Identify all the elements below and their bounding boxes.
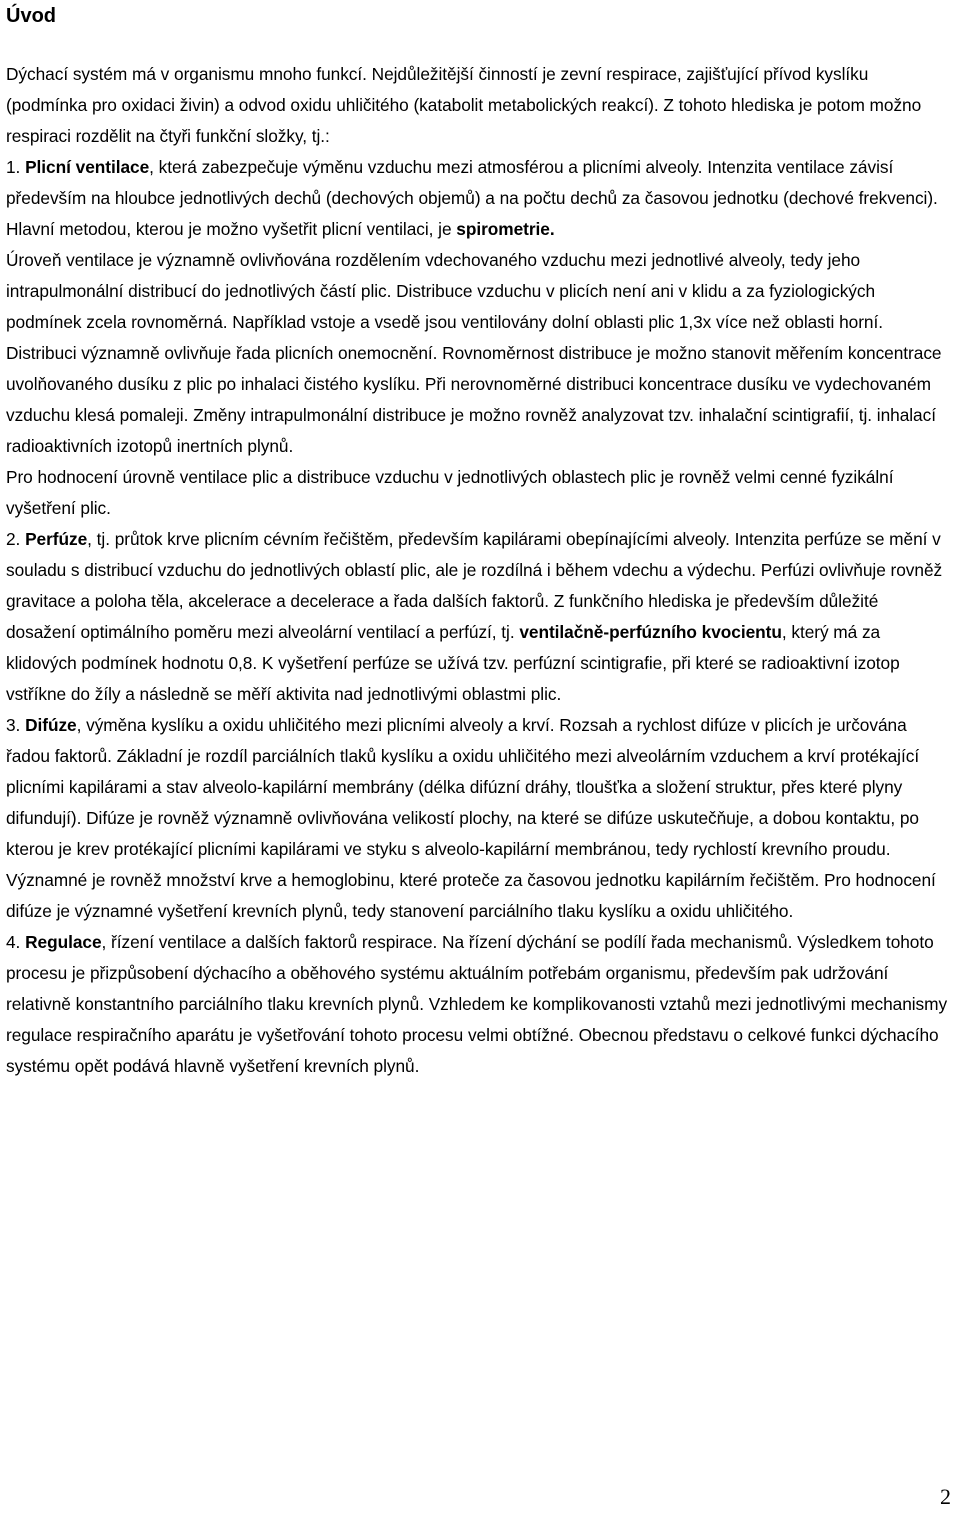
text-segment: Dýchací systém má v organismu mnoho funkcí. Nejdůležitější činností je zevní respirace, zajišťující přívod kyslíku (podmínka pro oxidaci živin) a odvod oxidu uhličitého (katabolit metabolických reakcí). Z tohoto hlediska je potom možno respiraci rozdělit na čtyři funkční složky, tj.: [6, 64, 922, 146]
section-2-perfusion [6, 524, 952, 710]
bold-term: ventilačně-perfúzního kvocientu [519, 622, 782, 642]
section-3-diffusion [6, 710, 952, 927]
text-segment: 4. [6, 932, 26, 952]
document-body [6, 59, 952, 1082]
bold-term: Difúze [25, 715, 77, 735]
intro-paragraph [6, 59, 952, 152]
ventilation-evaluation-paragraph [6, 462, 952, 524]
text-segment: , která zabezpečuje výměnu vzduchu mezi atmosférou a plicními alveoly. Intenzita ventilace závisí především na hloubce jednotlivých dechů (dechových objemů) a na počtu dechů za časovou jednotku (dechové frekvenci). Hlavní metodou, kterou je možno vyšetřit plicní ventilaci, je [6, 157, 938, 239]
text-segment: , tj. průtok krve plicním cévním řečištěm, především kapilárami obepínajícími alveoly. Intenzita perfúze se mění v souladu s distribucí vzduchu do jednotlivých oblastí plic, ale je rozdílná i během vdechu a výdechu. Perfúzi ovlivňuje rovněž gravitace a poloha těla, akcelerace a decelerace a řada dalších faktorů. Z funkčního hlediska je především důležité dosažení optimálního poměru mezi alveolární ventilací a perfúzí, tj. [6, 529, 943, 642]
text-segment: 3. [6, 715, 26, 735]
bold-term: Perfúze [25, 529, 88, 549]
text-segment: Pro hodnocení úrovně ventilace plic a distribuce vzduchu v jednotlivých oblastech plic je rovněž velmi cenné fyzikální vyšetření plic. [6, 467, 894, 518]
section-4-regulation [6, 927, 952, 1082]
page-number: 2 [940, 1484, 951, 1509]
bold-term: Regulace [25, 932, 102, 952]
page-title: Úvod [6, 5, 56, 27]
text-segment: 1. [6, 157, 26, 177]
text-segment: , který má za klidových podmínek hodnotu 0,8. K vyšetření perfúze se užívá tzv. perfúzní scintigrafie, při které se radioaktivní izotop vstříkne do žíly a následně se měří aktivita nad jednotlivými oblastmi plic. [6, 622, 900, 704]
text-segment: Úroveň ventilace je významně ovlivňována rozdělením vdechovaného vzduchu mezi jednotlivé alveoly, tedy jeho intrapulmonální distribucí do jednotlivých částí plic. Distribuce vzduchu v plicích není ani v klidu a za fyziologických podmínek zcela rovnoměrná. Například vstoje a vsedě jsou ventilovány dolní oblasti plic 1,3x více než oblasti horní. Distribuci významně ovlivňuje řada plicních onemocnění. Rovnoměrnost distribuce je možno stanovit měřením koncentrace uvolňovaného dusíku z plic po inhalaci čistého kyslíku. Při nerovnoměrné distribuci koncentrace dusíku ve vydechovaném vzduchu klesá pomaleji. Změny intrapulmonální distribuce je možno rovněž analyzovat tzv. inhalační scintigrafií, tj. inhalací radioaktivních izotopů inertních plynů. [6, 250, 942, 456]
text-segment: 2. [6, 529, 26, 549]
ventilation-distribution-paragraph [6, 245, 952, 462]
text-segment: , řízení ventilace a dalších faktorů respirace. Na řízení dýchání se podílí řada mechanismů. Výsledkem tohoto procesu je přizpůsobení dýchacího a oběhového systému aktuálním potřebám organismu, především pak udržování relativně konstantního parciálního tlaku krevních plynů. Vzhledem ke komplikovanosti vztahů mezi jednotlivými mechanismy regulace respiračního aparátu je vyšetřování tohoto procesu velmi obtížné. Obecnou představu o celkové funkci dýchacího systému opět podává hlavně vyšetření krevních plynů. [6, 932, 948, 1076]
text-segment: , výměna kyslíku a oxidu uhličitého mezi plicními alveoly a krví. Rozsah a rychlost difúze v plicích je určována řadou faktorů. Základní je rozdíl parciálních tlaků kyslíku a oxidu uhličitého mezi alveolárním vzduchem a krví protékající plicními kapilárami a stav alveolo-kapilární membrány (délka difúzní dráhy, tloušťka a složení struktur, přes které plyny difundují). Difúze je rovněž významně ovlivňována velikostí plochy, na které se difúze uskutečňuje, a dobou kontaktu, po kterou je krev protékající plicními kapilárami ve styku s alveolo-kapilární membránou, tedy rychlostí krevního proudu. Významné je rovněž množství krve a hemoglobinu, které proteče za časovou jednotku kapilárním řečištěm. Pro hodnocení difúze je významné vyšetření krevních plynů, tedy stanovení parciálního tlaku kyslíku a oxidu uhličitého. [6, 715, 936, 921]
bold-term: Plicní ventilace [25, 157, 150, 177]
section-1-ventilation [6, 152, 952, 245]
bold-term: spirometrie. [456, 219, 555, 239]
